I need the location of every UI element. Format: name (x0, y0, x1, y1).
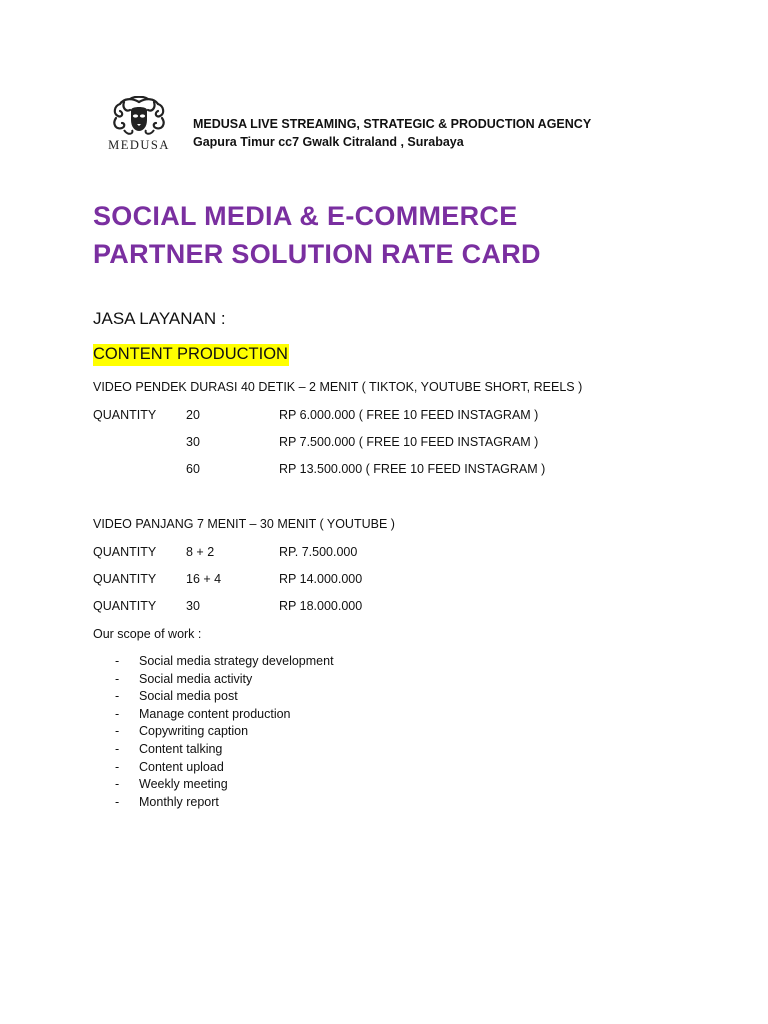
list-item (115, 794, 334, 812)
bullet-dash: - (115, 759, 120, 774)
list-item (115, 741, 334, 759)
price-value: RP 14.000.000 (279, 572, 363, 586)
scope-item-label: Social media post (139, 689, 238, 704)
page-title (93, 197, 541, 273)
bullet-dash: - (115, 741, 120, 756)
title-line-2: PARTNER SOLUTION RATE CARD (93, 239, 541, 269)
medusa-logo (102, 96, 176, 158)
bullet-dash: - (115, 777, 120, 792)
list-item (115, 706, 334, 724)
bullet-dash: - (115, 654, 120, 668)
quantity-value: 8 + 2 (186, 545, 215, 559)
quantity-value: 60 (186, 462, 200, 476)
bullet-dash: - (115, 689, 120, 704)
short-video-heading: VIDEO PENDEK DURASI 40 DETIK – 2 MENIT ( TIKTOK, YOUTUBE SHORT, REELS ) (93, 380, 583, 394)
quantity-label: QUANTITY (93, 599, 157, 613)
quantity-value: 16 + 4 (186, 572, 222, 586)
list-item (115, 776, 334, 794)
quantity-value: 30 (186, 435, 200, 449)
title-line-1: SOCIAL MEDIA & E-COMMERCE (93, 201, 518, 231)
quantity-label: QUANTITY (93, 545, 157, 559)
quantity-value: 30 (186, 599, 200, 613)
bullet-dash: - (115, 671, 120, 686)
scope-list (115, 653, 334, 811)
list-item (115, 688, 334, 706)
bullet-dash: - (115, 794, 120, 809)
price-value: RP 18.000.000 (279, 599, 363, 613)
long-video-heading: VIDEO PANJANG 7 MENIT – 30 MENIT ( YOUTUBE ) (93, 517, 395, 531)
scope-item-label: Monthly report (139, 794, 219, 809)
scope-heading: Our scope of work : (93, 627, 202, 641)
scope-item-label: Content upload (139, 759, 224, 774)
quantity-label: QUANTITY (93, 572, 157, 586)
list-item (115, 653, 334, 671)
price-value: RP 6.000.000 ( FREE 10 FEED INSTAGRAM ) (279, 408, 539, 422)
company-info (193, 115, 591, 151)
list-item (115, 723, 334, 741)
list-item (115, 759, 334, 777)
logo-wordmark: MEDUSA (108, 138, 170, 152)
scope-item-label: Copywriting caption (139, 724, 249, 739)
quantity-label: QUANTITY (93, 408, 157, 422)
bullet-dash: - (115, 706, 120, 721)
scope-item-label: Content talking (139, 741, 223, 756)
quantity-value: 20 (186, 408, 200, 422)
category-highlight: CONTENT PRODUCTION (93, 344, 289, 366)
price-value: RP 7.500.000 ( FREE 10 FEED INSTAGRAM ) (279, 435, 539, 449)
company-address: Gapura Timur cc7 Gwalk Citraland , Surabaya (193, 135, 464, 149)
scope-item-label: Social media activity (139, 671, 253, 686)
scope-item-label: Manage content production (139, 706, 291, 721)
scope-item-label: Weekly meeting (139, 777, 228, 792)
section-label: JASA LAYANAN : (93, 309, 226, 328)
list-item (115, 671, 334, 689)
medusa-head-icon (110, 96, 168, 138)
price-value: RP. 7.500.000 (279, 545, 358, 559)
bullet-dash: - (115, 724, 120, 739)
company-name: MEDUSA LIVE STREAMING, STRATEGIC & PRODUCTION AGENCY (193, 117, 592, 131)
scope-item-label: Social media strategy development (139, 654, 334, 668)
price-value: RP 13.500.000 ( FREE 10 FEED INSTAGRAM ) (279, 462, 546, 476)
